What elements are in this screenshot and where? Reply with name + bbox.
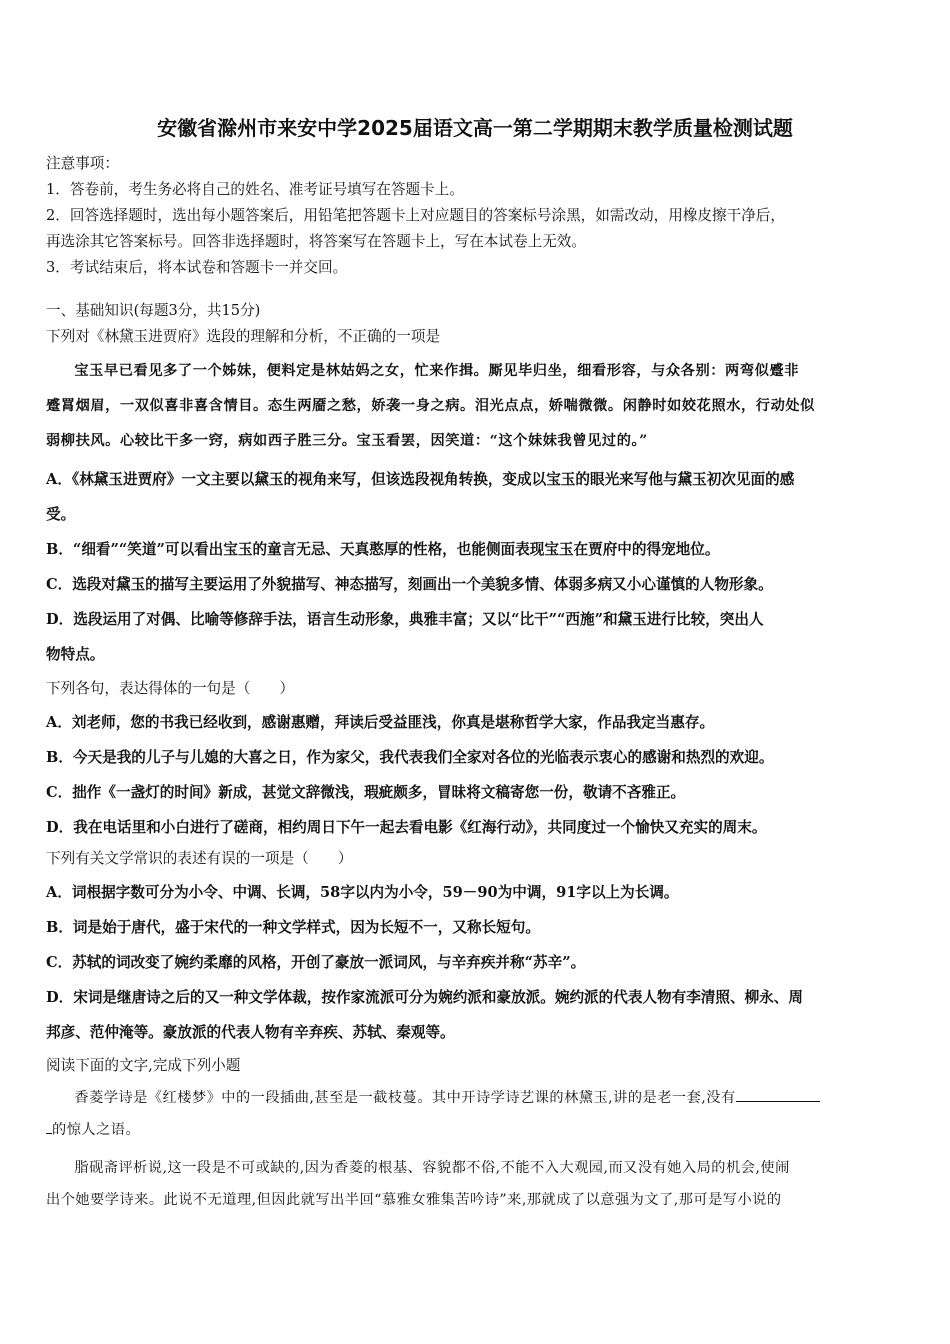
notice-heading: 注意事项：: [46, 155, 119, 172]
section-heading: 一、基础知识(每题3分，共15分): [46, 302, 261, 319]
reading-line: 出个她要学诗来。此说不无道理,但因此就写出半回“慕雅女雅集苦吟诗”来,那就成了以意强为文了,那可是写小说的: [46, 1192, 782, 1208]
option-d: D．宋词是继唐诗之后的又一种文学体裁，按作家流派可分为婉约派和豪放派。婉约派的代表人物有李清照、柳永、周: [46, 989, 803, 1006]
reading-line: 脂砚斋评析说,这一段是不可或缺的,因为香菱的根基、容貌都不俗,不能不入大观园,而又没有她入局的机会,使闹: [74, 1160, 790, 1176]
option-b: B．词是始于唐代，盛于宋代的一种文学样式，因为长短不一，又称长短句。: [46, 919, 540, 936]
reading-line: [46, 1114, 908, 1146]
notice-item-1: 1．答卷前，考生务必将自己的姓名、准考证号填写在答题卡上。: [46, 181, 464, 198]
notice-item-2b: 再选涂其它答案标号。回答非选择题时，将答案写在答题卡上，写在本试卷上无效。: [46, 233, 586, 250]
option-a: A．词根据字数可分为小令、中调、长调，58字以内为小令，59－90为中调，91字以上为长调。: [46, 884, 679, 901]
page-title: 安徽省滁州市来安中学2025届语文高一第二学期期末教学质量检测试题: [157, 116, 793, 140]
passage-line: 宝玉早已看见多了一个姊妹，便料定是林姑妈之女，忙来作揖。厮见毕归坐，细看形容，与众各别：两弯似蹙非: [74, 363, 799, 379]
option-d: D．我在电话里和小白进行了磋商，相约周日下午一起去看电影《红海行动》，共同度过一个愉快又充实的周末。: [46, 819, 767, 836]
reading-passage: [46, 1082, 908, 1216]
option-c: C．苏轼的词改变了婉约柔靡的风格，开创了豪放一派词风，与辛弃疾并称“苏辛”。: [46, 954, 586, 971]
option-d-cont: 物特点。: [46, 646, 105, 663]
fill-blank: [736, 1087, 820, 1102]
option-c: C．拙作《一盏灯的时间》新成，甚觉文辞微浅，瑕疵颇多，冒昧将文稿寄您一份，敬请不吝雅正。: [46, 784, 686, 801]
notice-section: [46, 151, 908, 281]
reading-line: [46, 1082, 908, 1114]
question-2-options: [46, 705, 908, 845]
reading-text: 的惊人之语。: [52, 1122, 141, 1138]
question-1-passage: [46, 354, 908, 459]
section-1: [46, 298, 908, 350]
option-a: A．《林黛玉进贾府》一文主要以黛玉的视角来写，但该选段视角转换，变成以宝玉的眼光来写他与黛玉初次见面的感: [46, 471, 795, 488]
reading-stem: 阅读下面的文字,完成下列小题: [46, 1057, 241, 1074]
passage-line: 蹙罥烟眉，一双似喜非喜含情目。态生两靥之愁，娇袭一身之病。泪光点点，娇喘微微。闲静时如姣花照水，行动处似: [46, 398, 815, 414]
question-2-stem: 下列各句，表达得体的一句是（ ）: [46, 680, 295, 697]
notice-item-2a: 2．回答选择题时，选出每小题答案后，用铅笔把答题卡上对应题目的答案标号涂黑，如需改动，用橡皮擦干净后，: [46, 207, 785, 224]
reading-text: 香菱学诗是《红楼梦》中的一段插曲,甚至是一截枝蔓。其中开诗学诗艺课的林黛玉,讲的是老一套,没有: [74, 1090, 736, 1106]
question-3-stem: 下列有关文学常识的表述有误的一项是（ ）: [46, 850, 353, 867]
option-b: B．“细看”“笑道”可以看出宝玉的童言无忌、天真憨厚的性格，也能侧面表现宝玉在贾府中的得宠地位。: [46, 541, 720, 558]
option-d: D．选段运用了对偶、比喻等修辞手法，语言生动形象，典雅丰富；又以“比干”“西施”和黛玉进行比较，突出人: [46, 611, 764, 628]
option-d-cont: 邦彦、范仲淹等。豪放派的代表人物有辛弃疾、苏轼、秦观等。: [46, 1024, 455, 1041]
option-c: C．选段对黛玉的描写主要运用了外貌描写、神态描写，刻画出一个美貌多情、体弱多病又小心谨慎的人物形象。: [46, 576, 773, 593]
question-1-options: [46, 462, 908, 672]
notice-item-3: 3．考试结束后，将本试卷和答题卡一并交回。: [46, 259, 348, 276]
option-a: A．刘老师，您的书我已经收到，感谢惠赠，拜读后受益匪浅，你真是堪称哲学大家，作品我定当惠存。: [46, 714, 715, 731]
passage-line: 弱柳扶风。心较比干多一窍，病如西子胜三分。宝玉看罢，因笑道：“这个妹妹我曾见过的。”: [46, 433, 648, 449]
option-b: B．今天是我的儿子与儿媳的大喜之日，作为家父，我代表我们全家对各位的光临表示衷心的感谢和热烈的欢迎。: [46, 749, 774, 766]
option-a-cont: 受。: [46, 506, 76, 523]
question-3-options: [46, 875, 908, 1050]
question-1-stem: 下列对《林黛玉进贾府》选段的理解和分析，不正确的一项是: [46, 328, 441, 345]
